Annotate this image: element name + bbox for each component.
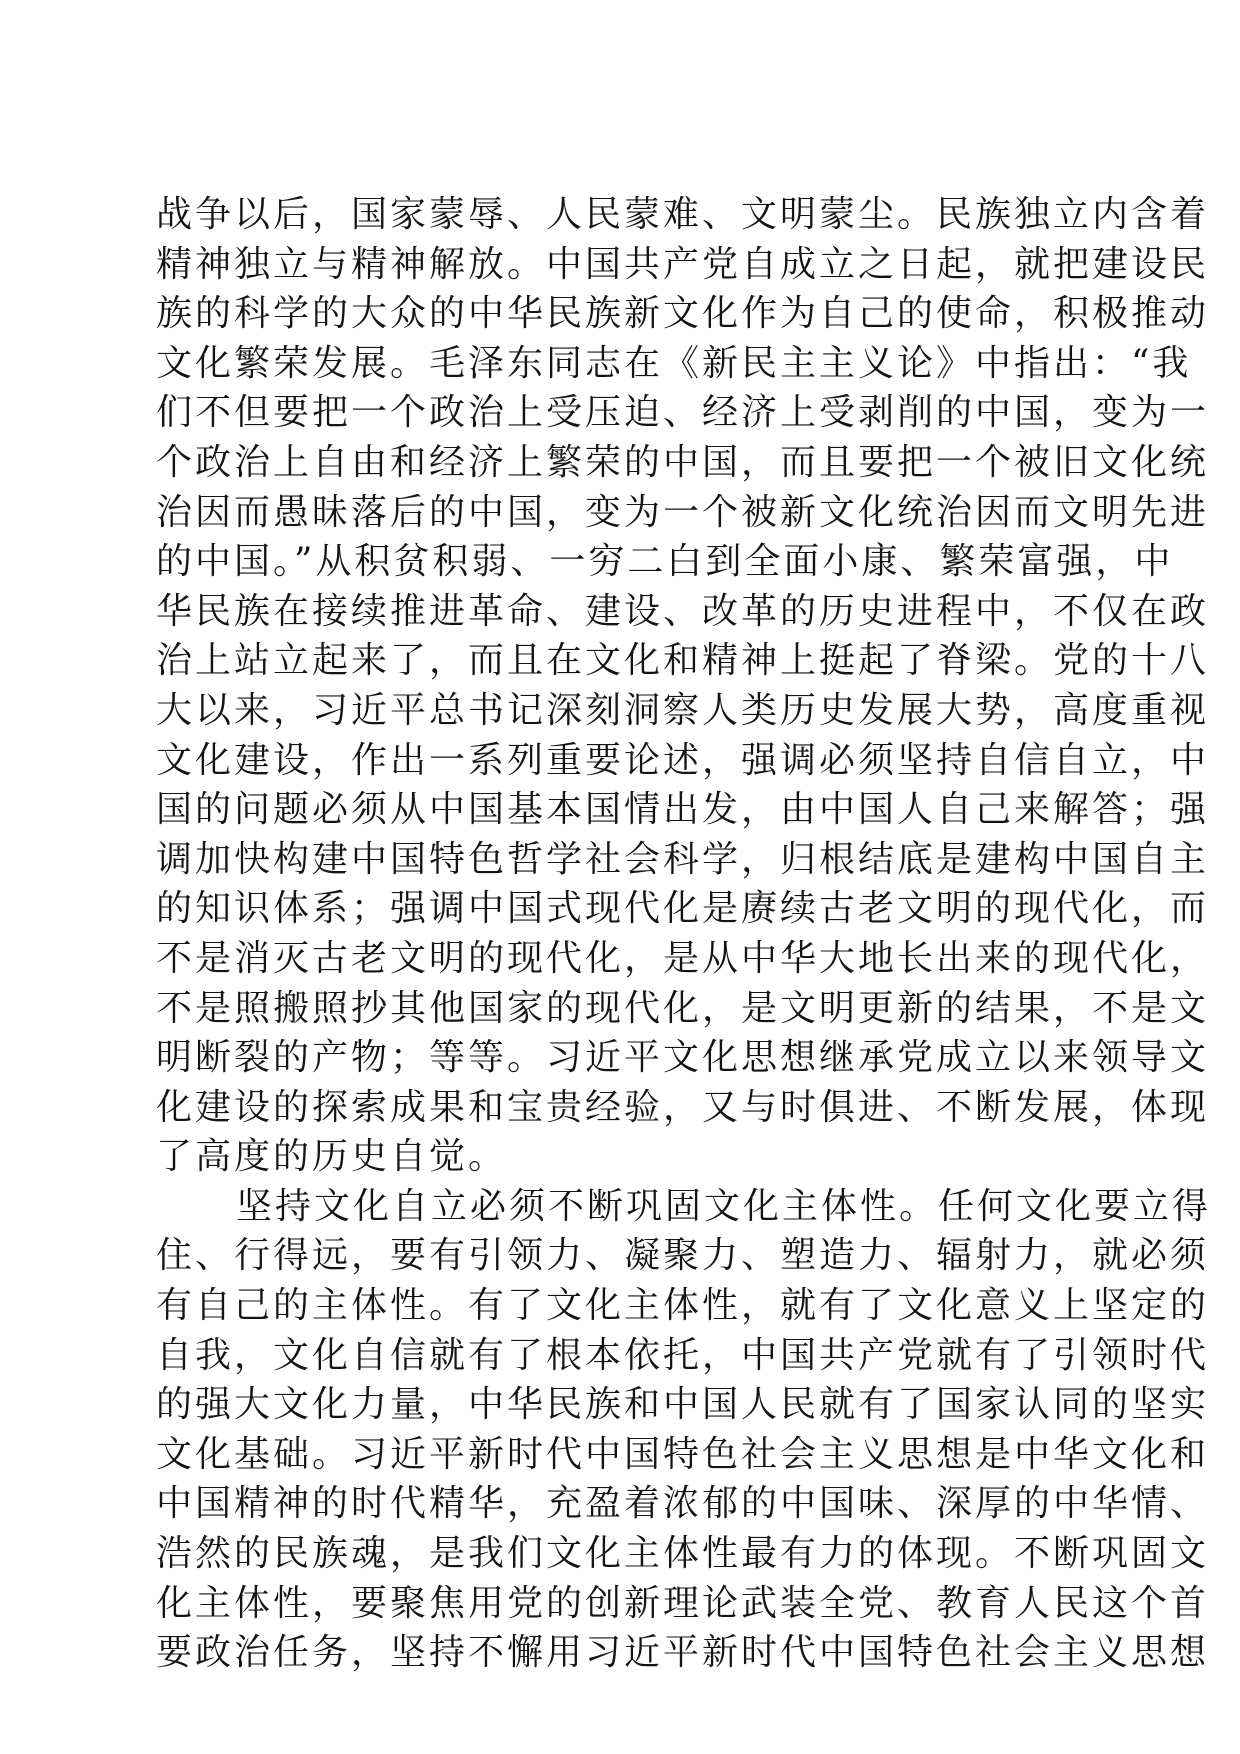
text-line: 了高度的历史自觉。 [156,1136,508,1178]
text-line: 族的科学的大众的中华民族新文化作为自己的使命，积极推动 [156,293,1210,335]
text-line: 文化基础。习近平新时代中国特色社会主义思想是中华文化和 [156,1433,1210,1475]
paragraph-2 [156,1182,1212,1678]
text-line: 文化繁荣发展。毛泽东同志在《新民主主义论》中指出：“我 [156,342,1192,384]
text-line: 们不但要把一个政治上受压迫、经济上受剥削的中国，变为一 [156,392,1210,434]
text-line: 化主体性，要聚焦用党的创新理论武装全党、教育人民这个首 [156,1582,1210,1624]
text-line: 不是消灭古老文明的现代化，是从中华大地长出来的现代化， [156,937,1210,979]
text-line: 的知识体系；强调中国式现代化是赓续古老文明的现代化，而 [156,888,1210,930]
text-line: 大以来，习近平总书记深刻洞察人类历史发展大势，高度重视 [156,689,1210,731]
text-line: 要政治任务，坚持不懈用习近平新时代中国特色社会主义思想 [156,1632,1210,1674]
text-line: 中国精神的时代精华，充盈着浓郁的中国味、深厚的中华情、 [156,1483,1210,1525]
text-line: 化建设的探索成果和宝贵经验，又与时俱进、不断发展，体现 [156,1086,1210,1128]
body-text [156,190,1212,1678]
text-line: 战争以后，国家蒙辱、人民蒙难、文明蒙尘。民族独立内含着 [156,194,1210,235]
text-line: 精神独立与精神解放。中国共产党自成立之日起，就把建设民 [156,243,1210,285]
text-line: 住、行得远，要有引领力、凝聚力、塑造力、辐射力，就必须 [156,1235,1210,1277]
text-line: 国的问题必须从中国基本国情出发，由中国人自己来解答；强 [156,789,1210,831]
text-line: 的中国。”从积贫积弱、一穷二白到全面小康、繁荣富强，中 [156,541,1174,583]
paragraph-1 [156,190,1210,1182]
text-line: 文化建设，作出一系列重要论述，强调必须坚持自信自立，中 [156,739,1210,781]
text-line: 坚持文化自立必须不断巩固文化主体性。任何文化要立得 [236,1185,1212,1227]
text-line: 个政治上自由和经济上繁荣的中国，而且要把一个被旧文化统 [156,441,1210,483]
text-line: 不是照搬照抄其他国家的现代化，是文明更新的结果，不是文 [156,987,1210,1029]
text-line: 浩然的民族魂，是我们文化主体性最有力的体现。不断巩固文 [156,1533,1210,1575]
text-line: 自我，文化自信就有了根本依托，中国共产党就有了引领时代 [156,1334,1210,1376]
text-line: 明断裂的产物；等等。习近平文化思想继承党成立以来领导文 [156,1037,1210,1079]
text-line: 调加快构建中国特色哲学社会科学，归根结底是建构中国自主 [156,838,1210,880]
text-line: 的强大文化力量，中华民族和中国人民就有了国家认同的坚实 [156,1384,1210,1426]
text-line: 华民族在接续推进革命、建设、改革的历史进程中，不仅在政 [156,590,1210,632]
text-line: 治因而愚昧落后的中国，变为一个被新文化统治因而文明先进 [156,491,1210,533]
text-line: 治上站立起来了，而且在文化和精神上挺起了脊梁。党的十八 [156,640,1210,682]
text-line: 有自己的主体性。有了文化主体性，就有了文化意义上坚定的 [156,1285,1210,1327]
